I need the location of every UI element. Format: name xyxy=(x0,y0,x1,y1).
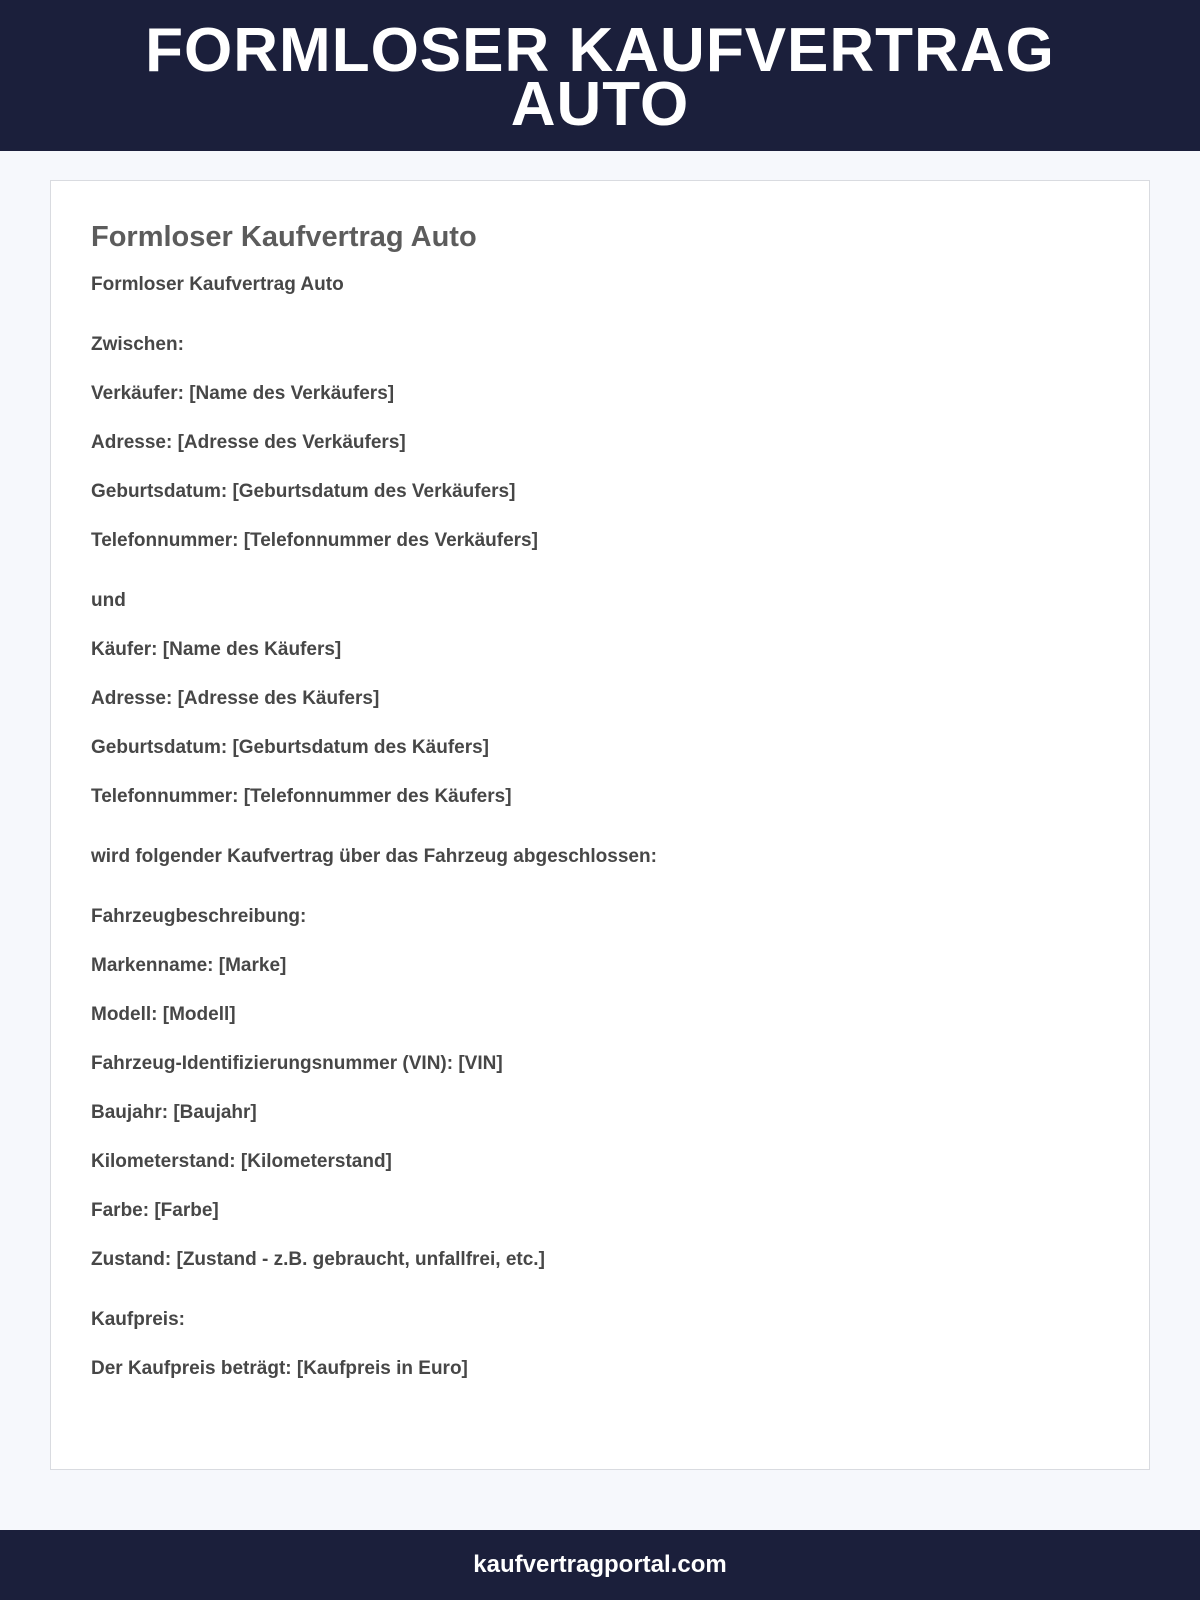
buyer-name: Käufer: [Name des Käufers] xyxy=(91,639,342,660)
buyer-intro: und xyxy=(91,590,126,611)
vehicle-section xyxy=(91,905,1109,1272)
buyer-birthdate: Geburtsdatum: [Geburtsdatum des Käufers] xyxy=(91,737,489,758)
footer-banner xyxy=(0,1530,1200,1600)
agreement-section xyxy=(91,845,1109,869)
agreement-text: wird folgender Kaufvertrag über das Fahrzeug abgeschlossen: xyxy=(91,846,657,867)
seller-phone: Telefonnummer: [Telefonnummer des Verkäufers] xyxy=(91,530,538,551)
vehicle-color: Farbe: [Farbe] xyxy=(91,1200,219,1221)
top-banner xyxy=(0,0,1200,151)
vehicle-brand: Markenname: [Marke] xyxy=(91,955,287,976)
vehicle-vin: Fahrzeug-Identifizierungsnummer (VIN): [VIN] xyxy=(91,1053,503,1074)
seller-birthdate: Geburtsdatum: [Geburtsdatum des Verkäufers] xyxy=(91,481,516,502)
price-heading: Kaufpreis: xyxy=(91,1309,185,1330)
seller-name: Verkäufer: [Name des Verkäufers] xyxy=(91,383,395,404)
vehicle-heading: Fahrzeugbeschreibung: xyxy=(91,906,307,927)
vehicle-year: Baujahr: [Baujahr] xyxy=(91,1102,257,1123)
buyer-section xyxy=(91,589,1109,809)
document-card xyxy=(50,180,1150,1470)
banner-title: FORMLOSER KAUFVERTRAG AUTO xyxy=(145,15,1055,139)
document-heading: Formloser Kaufvertrag Auto xyxy=(91,221,477,253)
seller-address: Adresse: [Adresse des Verkäufers] xyxy=(91,432,406,453)
buyer-phone: Telefonnummer: [Telefonnummer des Käufers] xyxy=(91,786,512,807)
buyer-address: Adresse: [Adresse des Käufers] xyxy=(91,688,380,709)
price-section xyxy=(91,1308,1109,1381)
vehicle-mileage: Kilometerstand: [Kilometerstand] xyxy=(91,1151,392,1172)
vehicle-condition: Zustand: [Zustand - z.B. gebraucht, unfallfrei, etc.] xyxy=(91,1249,545,1270)
seller-section xyxy=(91,333,1109,553)
document-subheading: Formloser Kaufvertrag Auto xyxy=(91,274,344,295)
price-text: Der Kaufpreis beträgt: [Kaufpreis in Euro] xyxy=(91,1358,468,1379)
seller-intro: Zwischen: xyxy=(91,334,184,355)
footer-site-link[interactable]: kaufvertragportal.com xyxy=(473,1551,727,1578)
vehicle-model: Modell: [Modell] xyxy=(91,1004,236,1025)
